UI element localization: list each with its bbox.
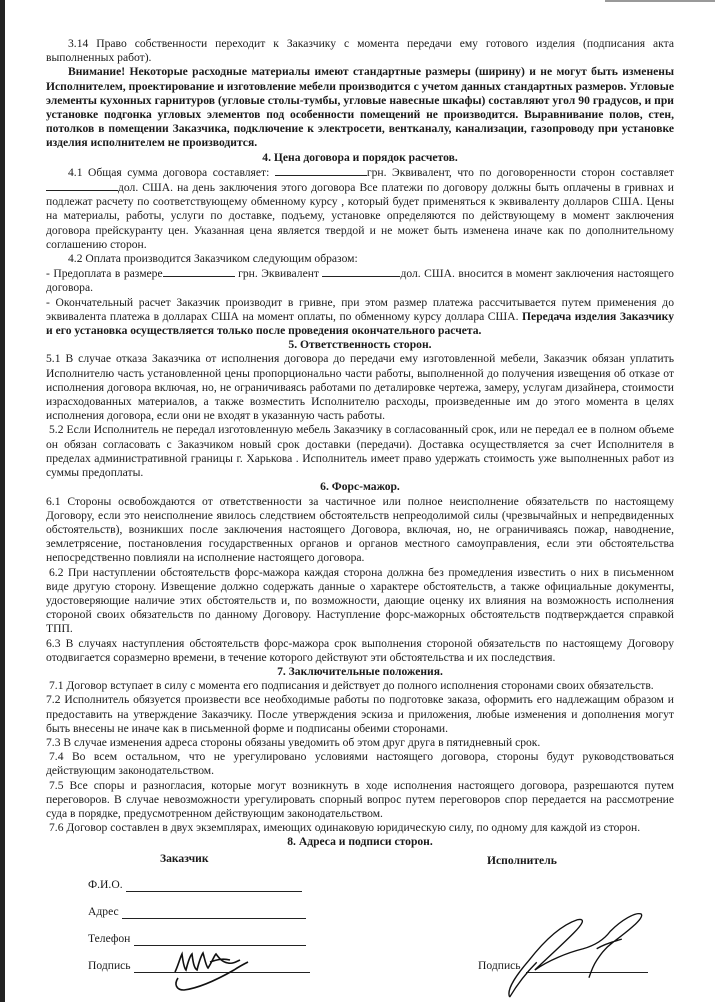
contract-page [46,0,674,1002]
contractor-title: Исполнитель [487,853,557,867]
prepayment-text: - Предоплата в размере [46,267,163,281]
customer-address-label: Адрес [88,904,119,918]
final-payment-bold: Передача изделия Заказчику и его установка осуществляется только после проведения окончательного расчета. [46,309,674,338]
section-5-title: 5. Ответственность сторон. [288,338,432,352]
clause-7-4: 7.4 Во всем остальном, что не урегулировано условиями настоящего договора, стороны будут руководствоваться действующим законодательством. [46,750,674,778]
clause-7-5: 7.5 Все споры и разногласия, которые могут возникнуть в ходе исполнения настоящего договора, разрешаются путем переговоров. В случае невозможности урегулировать спорный вопрос путем переговоров спор передается на рассмотрение суда в порядке, предусмотренном действующим законодательством. [46,778,674,820]
clause-4-1-text: дол. США. на день заключения этого договора Все платежи по договору должны быть оплачены в гривнах и подлежат расчету по соответствующему обменному курсу , который будет применяться к эквиваленту долларов США. Цены на материалы, работы, услуги по доставке, подъему, установке определяются по действующему в момент заключения договора прейскуранту цен. Указанная цена является твердой и не может быть изменена иначе как по дополнительному соглашению сторон. [46,181,674,251]
clause-7-2: 7.2 Исполнитель обязуется произвести все необходимые работы по подготовке заказа, оформить его надлежащим образом и предоставить на утверждение Заказчику. После утверждения эскиза и приложения, любые изменения и дополнения могут быть внесены не иначе как в письменной форме и подписаны обеими сторонами. [46,693,674,735]
total-uah-blank[interactable] [275,165,367,176]
scan-edge [0,0,5,1002]
customer-signature-label: Подпись [88,958,131,972]
clause-6-1: 6.1 Стороны освобождаются от ответственности за частичное или полное неисполнение обязательств по настоящему Договору, если это неисполнение явилось следствием обстоятельств непреодолимой силы (чрезвычайных и непредвиденных обстоятельств), возникших после заключения настоящего Договора, включая, но, не ограничиваясь пожар, наводнение, землетрясение, постановления государственных органов и органов местного самоуправления, если эти обстоятельства непосредственно повлияли на исполнение настоящего договора. [46,494,674,565]
customer-title: Заказчик [160,851,209,865]
prepayment-item [46,266,674,295]
customer-phone-label: Телефон [88,931,131,945]
clause-4-2: 4.2 Оплата производится Заказчиком следующим образом: [68,252,358,266]
clause-7-1: 7.1 Договор вступает в силу с момента его подписания и действует до полного исполнения сторонами своих обязательств. [49,679,654,693]
attention-note: Внимание! Некоторые расходные материалы имеют стандартные размеры (ширину) и не могут быть изменены Исполнителем, проектирование и изготовление мебели производится с учетом данных стандартных размеров. Угловые элементы кухонных гарнитуров (угловые столы-тумбы, угловые навесные шкафы) составляют угол 90 градусов, и при установке подгонка угловых элементов под особенности помещений не производится. Выравнивание полов, стен, потолков в помещении Заказчика, подключение к электросети, вентканалу, канализации, газопроводу при установке изделия исполнителем не производится. [46,65,674,150]
customer-fio-line[interactable] [126,891,302,892]
customer-fio-label: Ф.И.О. [88,877,123,891]
final-payment-item [46,296,674,339]
customer-phone-line[interactable] [134,945,306,946]
contractor-signature-image [500,910,674,1002]
scan-mark [605,0,715,2]
clause-4-1-text: 4.1 Общая сумма договора составляет: [68,165,270,179]
clause-6-2: 6.2 При наступлении обстоятельств форс-мажора каждая сторона должна без промедления известить о них в письменном виде другую сторону. Извещение должно содержать данные о характере обстоятельств, а также официальные документы, удостоверяющие наличие этих обстоятельств и, по возможности, дающие оценку их влияния на возможность исполнения стороной своих обязательств по данному Договору. Наступление форс-мажорных обстоятельств подтверждается справкой ТПП. [46,565,674,636]
customer-address-line[interactable] [122,918,306,919]
clause-5-2: 5.2 Если Исполнитель не передал изготовленную мебель Заказчику в согласованный срок, или не передал ее в полном объеме он обязан согласовать с Заказчиком новый срок доставки (передачи). Доставка осуществляется за счет Исполнителя в пределах административной границы г. Харькова . Исполнитель имеет право удержать стоимость уже выполненных работ из суммы предоплаты. [46,423,674,480]
clause-5-1: 5.1 В случае отказа Заказчика от исполнения договора до передачи ему изготовленной мебели, Заказчик обязан уплатить Исполнителю часть установленной цены пропорционально части работы, выполненной до получения извещения об отказе от исполнения договора включая, но, не ограничиваясь работами по деталировке чертежа, замеру, услугам дизайнера, стоимости израсходованных материалов, а также возместить Исполнителю расходы, произведенные им до этого момента в целях исполнения договора, если они не входят в указанную часть работы. [46,352,674,423]
total-usd-blank[interactable] [46,180,118,191]
prepay-uah-blank[interactable] [163,266,235,277]
final-payment-text: - Окончательный расчет Заказчик производит в гривне, при этом размер платежа рассчитывается путем применения до эквивалента платежа в долларах США на момент оплаты, по обменному курсу доллара США. [46,295,674,323]
prepayment-text: дол. США. вносится в момент заключения настоящего договора. [46,267,674,295]
signatures-block [46,852,674,1002]
clause-6-3: 6.3 В случаях наступления обстоятельств форс-мажора срок выполнения стороной обязательств по настоящему Договору отодвигается соразмерно времени, в течение которого действуют эти обстоятельства и их последствия. [46,636,674,664]
clause-4-1 [46,165,674,252]
section-8-title: 8. Адреса и подписи сторон. [287,835,433,849]
prepayment-text: грн. Эквивалент [238,267,319,281]
customer-signature-image [170,948,260,998]
contractor-signature-label: Подпись [478,958,521,972]
prepay-usd-blank[interactable] [322,266,400,277]
section-6-title: 6. Форс-мажор. [320,480,400,494]
clause-7-3: 7.3 В случае изменения адреса стороны обязаны уведомить об этом друг друга в пятидневный срок. [46,735,541,749]
clause-7-6: 7.6 Договор составлен в двух экземплярах, имеющих одинаковую юридическую силу, по одному для каждой из сторон. [49,821,641,835]
section-4-title: 4. Цена договора и порядок расчетов. [262,150,458,164]
clause-4-1-text: грн. Эквивалент, что по договоренности сторон составляет [366,165,674,179]
section-7-title: 7. Заключительные положения. [277,664,443,678]
clause-3-14: 3.14 Право собственности переходит к Заказчику с момента передачи ему готового изделия (подписания акта выполненных работ). [46,37,674,65]
